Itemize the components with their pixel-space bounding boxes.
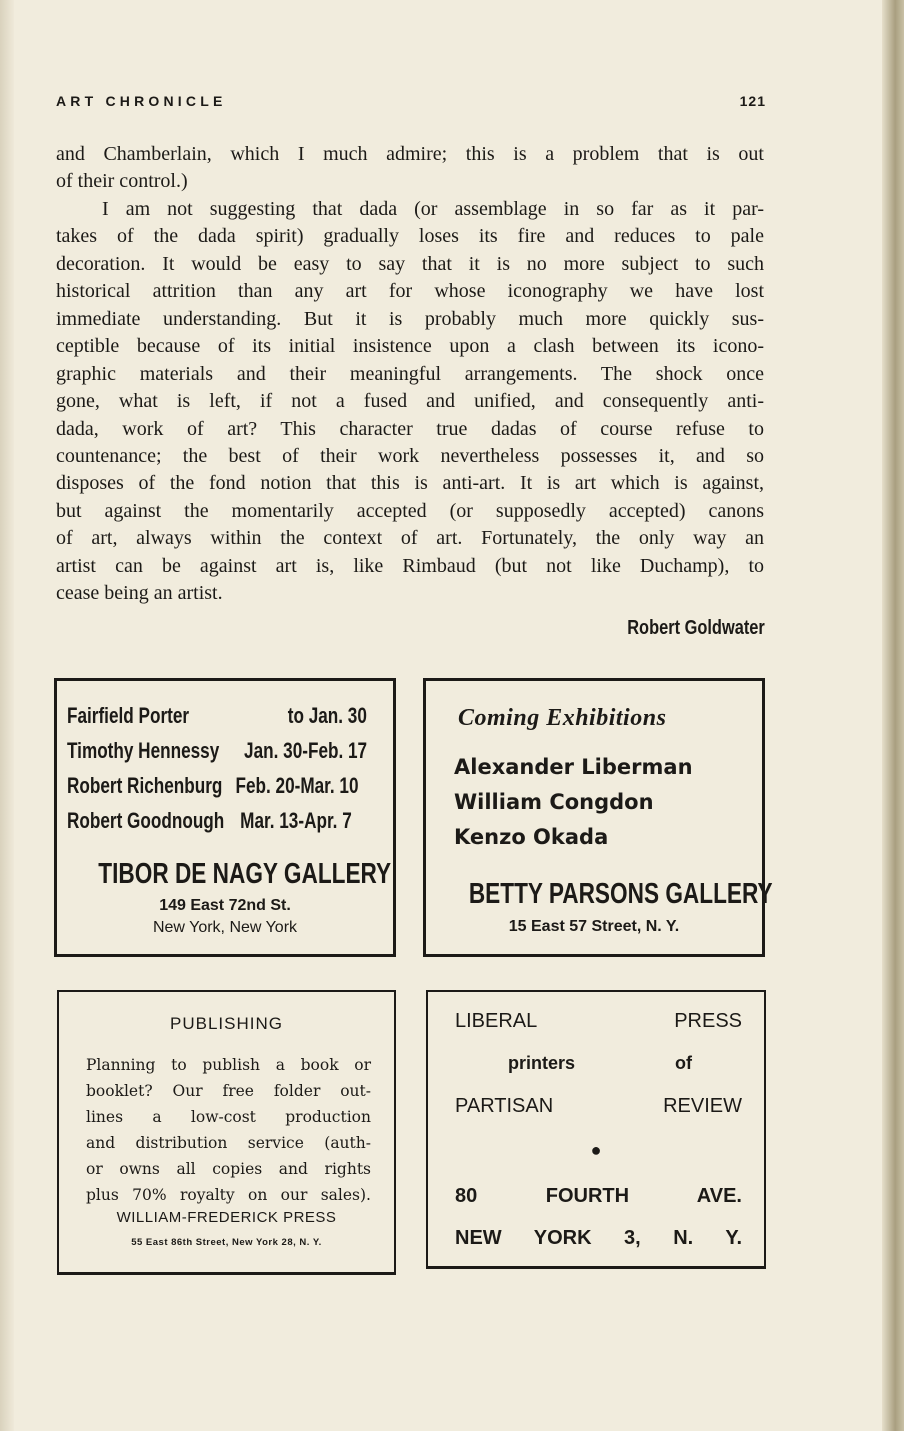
article-line: immediate understanding. But it is probably much more quickly sus- [56,307,764,330]
ad-liberal-press [426,990,766,1269]
article-line: I am not suggesting that dada (or assemblage in so far as it par- [102,197,764,220]
printers-of-line: printers of [508,1053,692,1073]
publishing-line: booklet? Our free folder out- [86,1082,371,1100]
publishing-title: PUBLISHING [170,1014,283,1033]
article-line: gone, what is left, if not a fused and unified, and consequently anti- [56,390,764,413]
publishing-press-address: 55 East 86th Street, New York 28, N. Y. [131,1237,322,1248]
article-line: of art, always within the context of art. Fortunately, the only way an [56,527,764,550]
exhibition-artist: Timothy Hennessy [67,738,220,763]
article-line: disposes of the fond notion that this is anti-art. It is art which is against, [56,472,764,495]
article-line: takes of the dada spirit) gradually loses its fire and reduces to pale [56,225,764,248]
exhibition-artist: Alexander Liberman [454,755,693,779]
gallery-address-street: 149 East 72nd St. [159,897,291,914]
exhibition-artist: Robert Richenburg [67,773,223,798]
article-line: and Chamberlain, which I much admire; this is a problem that is out [56,143,764,165]
publishing-line: plus 70% royalty on our sales). [86,1186,371,1204]
publishing-line: and distribution service (auth- [86,1134,371,1152]
article-line: of their control.) [56,170,188,193]
ad-publishing [57,990,396,1275]
partisan-review-line: PARTISAN REVIEW [455,1095,742,1117]
liberal-address-street: 80 FOURTH AVE. [455,1185,742,1207]
exhibition-dates: Mar. 13-Apr. 7 [240,808,352,833]
exhibition-artist: Robert Goodnough [67,808,225,833]
ad-betty-parsons-gallery [423,678,773,957]
exhibition-dates: Jan. 30-Feb. 17 [244,738,368,763]
exhibition-dates: Feb. 20-Mar. 10 [235,773,359,798]
running-head-title: ART CHRONICLE [56,93,227,109]
publishing-press-name: WILLIAM-FREDERICK PRESS [116,1209,337,1226]
article-line: ceptible because of its initial insistence upon a clash between its icono- [56,335,764,358]
gallery-address: 15 East 57 Street, N. Y. [508,918,680,935]
bullet-ornament: ● [590,1140,602,1160]
publishing-line: Planning to publish a book or [86,1056,371,1074]
gallery-name-text: BETTY PARSONS GALLERY [468,878,773,910]
gallery-name [426,878,773,911]
exhibition-artist: Kenzo Okada [454,825,609,849]
article-line: artist can be against art is, like Rimbaud (but not like Duchamp), to [56,554,764,577]
article-line: graphic materials and their meaningful arrangements. The shock once [56,362,764,385]
article-body [56,141,764,608]
exhibition-dates: to Jan. 30 [287,703,367,728]
publishing-line: or owns all copies and rights [86,1160,371,1178]
gallery-name-text: TIBOR DE NAGY GALLERY [98,858,392,890]
liberal-press-name: LIBERAL PRESS [455,1010,742,1032]
article-line: dada, work of art? This character true dadas of course refuse to [56,417,764,440]
page-gutter-shadow [0,0,14,1431]
page-edge [882,0,904,1431]
gallery-name [57,858,393,891]
article-line: but against the momentarily accepted (or supposedly accepted) canons [56,499,764,522]
author-signature: Robert Goldwater [627,617,765,639]
gallery-address-city: New York, New York [152,919,298,936]
liberal-address-city: NEW YORK 3, N. Y. [455,1227,742,1249]
article-line: cease being an artist. [56,582,223,605]
page-number: 121 [739,93,766,109]
exhibition-artist: Fairfield Porter [67,703,190,728]
article-line: historical attrition than any art for whose iconography we have lost [56,280,764,303]
publishing-line: lines a low-cost production [86,1108,371,1126]
article-line: countenance; the best of their work nevertheless possesses it, and so [56,444,764,467]
publishing-body [86,1052,371,1208]
article-line: decoration. It would be easy to say that it is no more subject to such [56,252,764,275]
coming-exhibitions-heading: Coming Exhibitions [458,705,667,731]
ad-tibor-de-nagy-gallery [54,678,396,957]
exhibition-artist: William Congdon [454,790,654,814]
running-head [56,93,766,113]
